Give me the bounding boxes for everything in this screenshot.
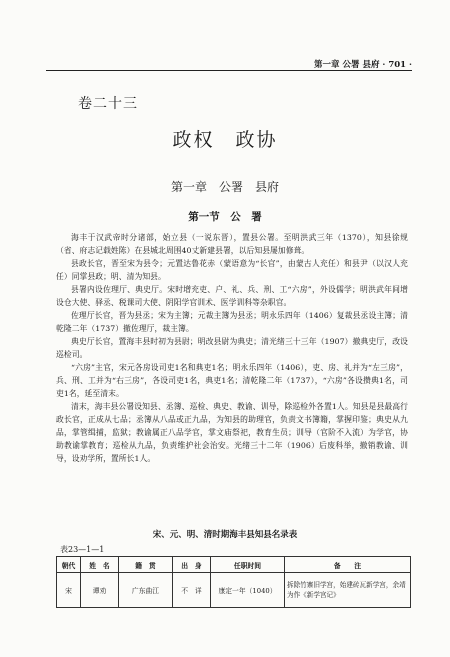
chapter-heading: 第一章 公署 县府	[170, 180, 279, 194]
paragraph: 县政长官，晋至宋为县令；元置达鲁花赤（蒙语意为“长官”，由蒙古人充任）和县尹（以汉人充任）同掌县政；明、清为知县。	[56, 259, 408, 281]
table-row	[57, 573, 411, 608]
header-name: 姓 名	[81, 557, 119, 573]
cell-dynasty: 宋	[57, 573, 81, 608]
body-text	[56, 231, 408, 465]
header-term: 任职时间	[211, 557, 285, 573]
header-note: 备 注	[285, 557, 411, 573]
paragraph: 县署内设佐理厅、典史厅。宋时增充吏、户、礼、兵、刑、工“六房”，外设儒学；明洪武年间增设仓大使、驿丞、税课司大使、阴阳学官训术、医学训科等杂职官。	[56, 285, 408, 307]
page-title: 政权 政协	[172, 129, 278, 151]
table-title: 宋、元、明、清时期海丰县知县名录表	[152, 530, 298, 540]
volume-heading: 卷二十三	[78, 96, 138, 112]
cell-origin: 广东曲江	[119, 573, 173, 608]
cell-background: 不 详	[173, 573, 211, 608]
running-head: 第一章 公署 县府 · 701 ·	[314, 60, 412, 70]
paragraph: 海丰于汉武帝时分诸部，始立县（一说东晋），置县公署。至明洪武三年（1370），知县徐规（省、府志记载姓陈）在县城北周围40丈新建县署，以后知县屡加修葺。	[56, 233, 408, 255]
paragraph: 佐理厅长官，晋为县丞；宋为主簿；元裁主簿为县丞；明永乐四年（1406）复裁县丞设主簿；清乾隆二年（1737）撤佐理厅，裁主簿。	[56, 311, 408, 333]
magistrate-table	[56, 556, 411, 608]
table-header-row	[57, 557, 411, 573]
paragraph: 清末，海丰县公署设知县、丞簿、巡检、典史、教谕、训导，除巡检外各置1人。知县是县最高行政长官，正成从七品；丞簿从八品或正九品，为知县的助理官，负责文书簿籍，掌握印鉴；典史从九品，掌管缉捕，监狱；教谕属正八品学官，掌文庙祭祀，教育生员；训导（官阶不入流）为学官，协助教谕掌教育；巡检从九品，负责维护社会治安。光绪三十二年（1906）后废科举，撤销教谕、训导，设劝学所，置所长1人。	[56, 402, 408, 463]
header-dynasty: 朝代	[57, 557, 81, 573]
header-origin: 籍 贯	[119, 557, 173, 573]
header-rule	[46, 70, 412, 71]
header-background: 出 身	[173, 557, 211, 573]
paragraph: “六房”主官，宋元各房设司吏1名和典吏1名；明永乐四年（1406），吏、房、礼并为“左三房”，兵、刑、工并为“右三房”，各设司吏1名，典吏1名；清乾隆二年（1737），“六房”各设攒典1名，司吏1名，延至清末。	[56, 363, 408, 398]
table-id: 表23—1—1	[60, 545, 105, 554]
cell-name: 谭劝	[81, 573, 119, 608]
cell-term: 康定一年（1040）	[211, 573, 285, 608]
cell-note: 拆除竹寨旧学宫，始建砖瓦新学宫，余靖为作《新学宫记》	[285, 573, 411, 608]
paragraph: 典史厅长官，置海丰县时初为县尉；明改县尉为典史；清光绪三十三年（1907）撤典史厅，改设巡检司。	[56, 337, 408, 359]
section-heading: 第一节 公 署	[188, 211, 262, 223]
